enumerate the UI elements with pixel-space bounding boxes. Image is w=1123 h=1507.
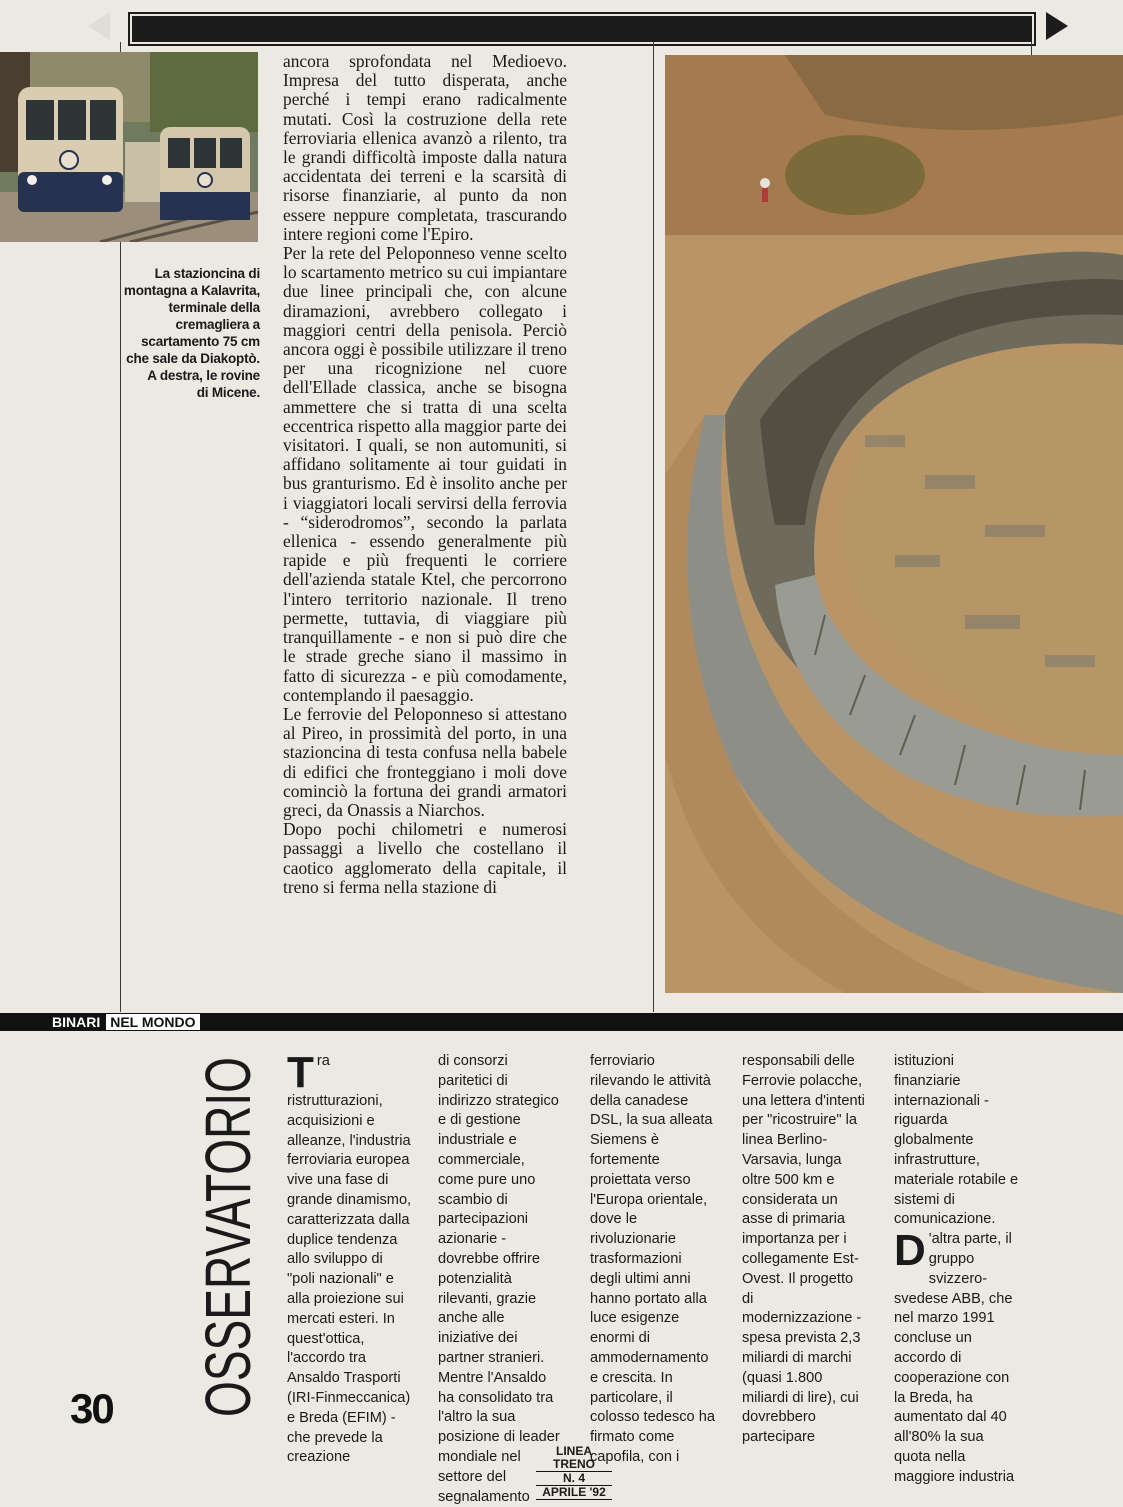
news-text: ferroviario rilevando le attività della canadese DSL, la sua alleata Siemens è fortemente proiettata verso l'Europa orientale, dove le rivoluzionarie trasformazioni degli ultimi anni hanno portato alla luce esigenze enormi di ammodernamento e crescita. In particolare, il colosso tedesco ha firmato come capofila, con i <box>590 1053 715 1465</box>
article-paragraph: ancora sprofondata nel Medioevo. Impresa del tutto disperata, anche perché i tempi erano radicalmente mutati. Così la costruzione della rete ferroviaria ellenica avanzò a rilento, tra le grandi difficoltà imposte dalla natura accidentata dei terreni e la scarsità di risorse finanziarie, al punto da non essere neppure completata, trascurando intere regioni come l'Epiro. <box>283 51 567 244</box>
news-column-5 <box>894 1052 1022 1488</box>
section-label-light: NEL MONDO <box>105 1013 200 1031</box>
caption-line: che sale da Diakoptò. <box>126 351 260 366</box>
previous-page-arrow-icon <box>88 12 110 40</box>
article-paragraph: Le ferrovie del Peloponneso si attestano al Pireo, in prossimità del porto, in una stazioncina di testa confusa nella babele di edifici che fronteggiano i moli dove cominciò la fortuna dei grandi armatori greci, da Onassis a Niarchos. <box>283 703 567 820</box>
section-label <box>0 1013 201 1031</box>
next-page-arrow-icon <box>1046 12 1068 40</box>
caption-line: scartamento 75 cm <box>141 334 260 349</box>
drop-cap: T <box>287 1048 314 1097</box>
news-column-2 <box>438 1052 563 1507</box>
news-column-1 <box>287 1048 412 1468</box>
caption-line: terminale della <box>168 300 260 315</box>
magazine-footer <box>536 1445 612 1500</box>
section-label-dark: BINARI <box>0 1013 105 1031</box>
news-text: di consorzi paritetici di indirizzo strategico e di gestione industriale e commerciale, come pure uno scambio di partecipazioni azionarie - dovrebbe offrire potenzialità rilevanti, grazie anche alle iniziative dei partner stranieri. Mentre l'Ansaldo ha consolidato tra l'altro la sua posizione di leader mondiale nel settore del segnalamento <box>438 1053 560 1505</box>
top-banner <box>130 14 1034 44</box>
news-text: 'altra parte, il gruppo svizzero-svedese ABB, che nel marzo 1991 concluse un accordo di cooperazione con la Breda, ha aumentato dal 40 all'80% la sua quota nella maggiore industria <box>894 1231 1015 1485</box>
photo-caption <box>120 265 260 401</box>
drop-cap: D <box>894 1226 926 1276</box>
caption-line: montagna a Kalavrita, <box>123 283 260 298</box>
train-station-photo <box>0 52 258 242</box>
column-title <box>175 1045 275 1425</box>
caption-line: La stazioncina di <box>154 266 260 281</box>
news-text: responsabili delle Ferrovie polacche, una lettera d'intenti per "ricostruire" la linea Berlino-Varsavia, lunga oltre 500 km e considerata un asse di primaria importanza per i collegamente Est-Ovest. Il progetto di modernizzazione - spesa prevista 2,3 miliardi di marchi (quasi 1.800 miliardi di lire), cui dovrebbero partecipare <box>742 1053 865 1446</box>
magazine-issue: N. 4 <box>536 1472 612 1486</box>
caption-line: cremagliera a <box>175 317 260 332</box>
article-paragraph: Per la rete del Peloponneso venne scelto lo scartamento metrico su cui impiantare due linee principali che, con alcune diramazioni, avrebbero collegato i maggiori centri della penisola. Perciò ancora oggi è possibile utilizzare il treno per una ricognizione nel cuore dell'Ellade classica, anche se bisogna ammettere che si tratta di una scelta eccentrica rispetto alla maggior parte dei visitatori. I quali, se non automuniti, si affidano solitamente ai tour guidati in bus granturismo. Ed è insolito anche per i viaggiatori locali servirsi della ferrovia - “siderodromos”, secondo la parlata ellenica - essendo generalmente più rapide e più frequenti le corriere dell'azienda statale Ktel, che percorrono l'intero territorio nazionale. Il treno permette, tuttavia, di viaggiare più tranquillamente - e non si può dire che le strade greche siano il massimo in fatto di sicurezza - e più comodamente, contemplando il paesaggio. <box>283 243 567 705</box>
article-body <box>283 52 567 897</box>
column-title-text: OSSERVATORIO <box>192 1045 264 1417</box>
frame-rule-center <box>653 42 654 1012</box>
caption-line: di Micene. <box>196 385 260 400</box>
magazine-date: APRILE '92 <box>536 1486 612 1500</box>
magazine-name: LINEA TRENO <box>536 1445 612 1472</box>
news-text: ra ristrutturazioni, acquisizioni e alleanze, l'industria ferroviaria europea vive una fase di grande dinamismo, caratterizzata dalla duplice tendenza allo sviluppo di "poli nazionali" e alla proiezione sui mercati esteri. In quest'ottica, l'accordo tra Ansaldo Trasporti (IRI-Finmeccanica) e Breda (EFIM) - che prevede la creazione <box>287 1053 412 1466</box>
mycenae-ruins-photo <box>665 55 1123 993</box>
news-column-3 <box>590 1052 715 1468</box>
caption-line: A destra, le rovine <box>147 368 260 383</box>
article-paragraph: Dopo pochi chilometri e numerosi passaggi a livello che costellano il caotico agglomerato della capitale, il treno si ferma nella stazione di <box>283 819 567 897</box>
page-number: 30 <box>70 1385 113 1432</box>
news-text: istituzioni finanziarie internazionali - riguarda globalmente infrastrutture, materiale rotabile e sistemi di comunicazione. <box>894 1053 1019 1228</box>
news-column-4 <box>742 1052 867 1448</box>
frame-rule-right <box>1031 42 1032 56</box>
